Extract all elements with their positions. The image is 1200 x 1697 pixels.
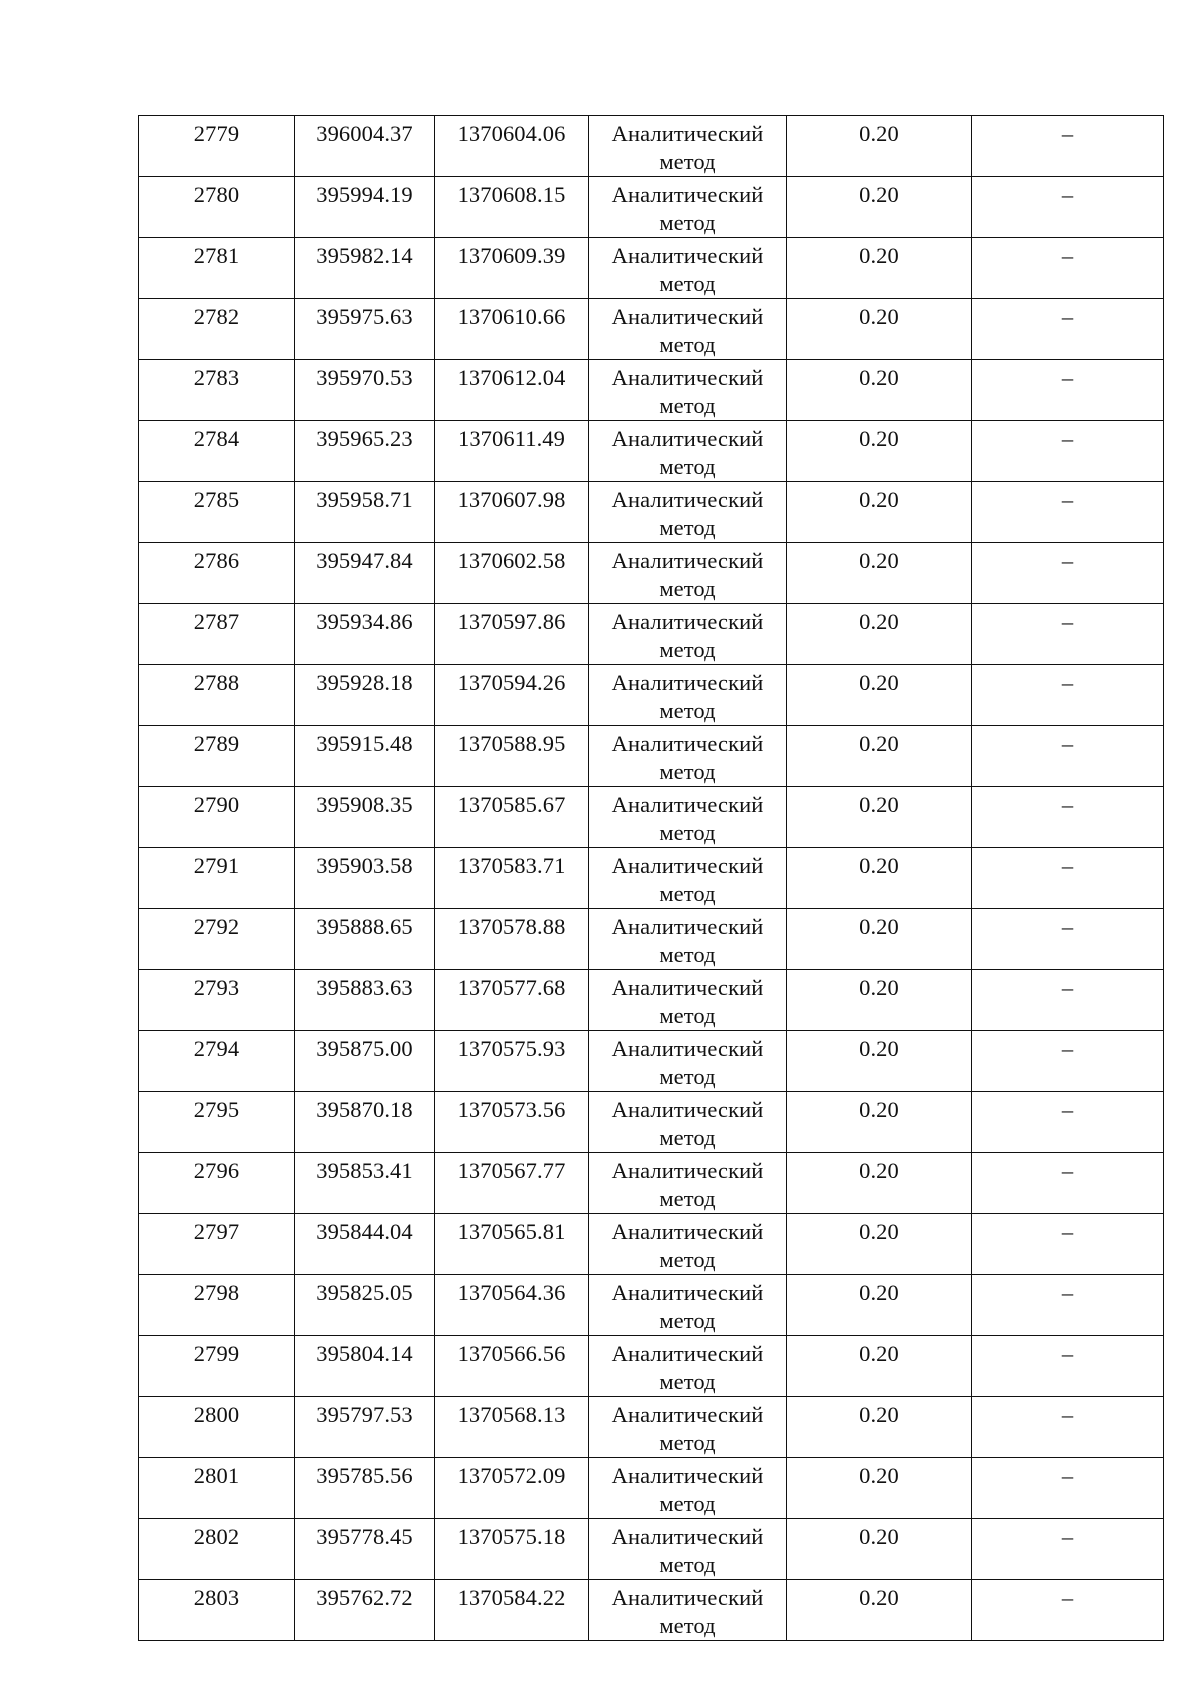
point-number-cell: 2783 [139,360,295,421]
method-line-2: метод [659,271,716,296]
method-line-1: Аналитический [611,182,764,207]
point-number-cell: 2796 [139,1153,295,1214]
method-line-1: Аналитический [611,670,764,695]
method-line-1: Аналитический [611,609,764,634]
method-line-2: метод [659,1064,716,1089]
note-cell: – [972,1458,1164,1519]
note-cell: – [972,909,1164,970]
note-cell: – [972,1214,1164,1275]
method-cell [589,665,787,726]
table-row [139,421,1164,482]
accuracy-cell: 0.20 [787,1275,972,1336]
method-line-2: метод [659,1430,716,1455]
method-cell [589,299,787,360]
method-cell [589,1153,787,1214]
note-cell: – [972,238,1164,299]
method-line-2: метод [659,210,716,235]
method-line-2: метод [659,332,716,357]
y-coordinate-cell: 1370609.39 [435,238,589,299]
table-row [139,726,1164,787]
accuracy-cell: 0.20 [787,970,972,1031]
method-cell [589,238,787,299]
x-coordinate-cell: 395958.71 [295,482,435,543]
note-cell: – [972,1397,1164,1458]
table-row [139,848,1164,909]
method-line-1: Аналитический [611,1158,764,1183]
method-line-1: Аналитический [611,1036,764,1061]
y-coordinate-cell: 1370610.66 [435,299,589,360]
method-cell [589,543,787,604]
point-number-cell: 2795 [139,1092,295,1153]
method-cell [589,909,787,970]
accuracy-cell: 0.20 [787,787,972,848]
point-number-cell: 2779 [139,116,295,177]
method-cell [589,482,787,543]
x-coordinate-cell: 395903.58 [295,848,435,909]
x-coordinate-cell: 395970.53 [295,360,435,421]
note-cell: – [972,1092,1164,1153]
method-line-2: метод [659,1552,716,1577]
x-coordinate-cell: 396004.37 [295,116,435,177]
method-line-1: Аналитический [611,1524,764,1549]
note-cell: – [972,1031,1164,1092]
point-number-cell: 2799 [139,1336,295,1397]
y-coordinate-cell: 1370611.49 [435,421,589,482]
table-row [139,1580,1164,1641]
accuracy-cell: 0.20 [787,482,972,543]
note-cell: – [972,1153,1164,1214]
method-line-1: Аналитический [611,1585,764,1610]
method-line-2: метод [659,1369,716,1394]
note-cell: – [972,604,1164,665]
method-cell [589,787,787,848]
method-cell [589,360,787,421]
y-coordinate-cell: 1370584.22 [435,1580,589,1641]
note-cell: – [972,482,1164,543]
point-number-cell: 2782 [139,299,295,360]
method-line-2: метод [659,576,716,601]
point-number-cell: 2802 [139,1519,295,1580]
method-cell [589,1214,787,1275]
method-line-2: метод [659,637,716,662]
y-coordinate-cell: 1370597.86 [435,604,589,665]
coordinates-table [138,115,1164,1641]
method-line-1: Аналитический [611,1341,764,1366]
y-coordinate-cell: 1370568.13 [435,1397,589,1458]
method-line-2: метод [659,393,716,418]
table-row [139,1275,1164,1336]
method-cell [589,1397,787,1458]
accuracy-cell: 0.20 [787,1336,972,1397]
method-line-2: метод [659,1491,716,1516]
x-coordinate-cell: 395785.56 [295,1458,435,1519]
point-number-cell: 2781 [139,238,295,299]
method-cell [589,1580,787,1641]
method-line-2: метод [659,820,716,845]
method-cell [589,1031,787,1092]
accuracy-cell: 0.20 [787,1458,972,1519]
point-number-cell: 2801 [139,1458,295,1519]
x-coordinate-cell: 395915.48 [295,726,435,787]
point-number-cell: 2786 [139,543,295,604]
y-coordinate-cell: 1370573.56 [435,1092,589,1153]
note-cell: – [972,1519,1164,1580]
y-coordinate-cell: 1370608.15 [435,177,589,238]
method-line-1: Аналитический [611,426,764,451]
point-number-cell: 2791 [139,848,295,909]
point-number-cell: 2780 [139,177,295,238]
point-number-cell: 2797 [139,1214,295,1275]
table-row [139,1092,1164,1153]
method-line-1: Аналитический [611,1219,764,1244]
point-number-cell: 2798 [139,1275,295,1336]
table-row [139,238,1164,299]
method-cell [589,1092,787,1153]
point-number-cell: 2789 [139,726,295,787]
table-row [139,1519,1164,1580]
x-coordinate-cell: 395965.23 [295,421,435,482]
note-cell: – [972,360,1164,421]
table-row [139,360,1164,421]
x-coordinate-cell: 395928.18 [295,665,435,726]
accuracy-cell: 0.20 [787,116,972,177]
point-number-cell: 2794 [139,1031,295,1092]
point-number-cell: 2785 [139,482,295,543]
note-cell: – [972,1336,1164,1397]
note-cell: – [972,970,1164,1031]
x-coordinate-cell: 395825.05 [295,1275,435,1336]
accuracy-cell: 0.20 [787,177,972,238]
method-cell [589,421,787,482]
method-line-2: метод [659,515,716,540]
table-row [139,1153,1164,1214]
method-line-2: метод [659,1613,716,1638]
note-cell: – [972,848,1164,909]
method-line-1: Аналитический [611,975,764,1000]
table-row [139,1031,1164,1092]
x-coordinate-cell: 395994.19 [295,177,435,238]
method-line-1: Аналитический [611,243,764,268]
method-line-1: Аналитический [611,1463,764,1488]
x-coordinate-cell: 395947.84 [295,543,435,604]
x-coordinate-cell: 395844.04 [295,1214,435,1275]
method-cell [589,116,787,177]
y-coordinate-cell: 1370564.36 [435,1275,589,1336]
method-cell [589,1275,787,1336]
note-cell: – [972,787,1164,848]
table-row [139,543,1164,604]
method-cell [589,1336,787,1397]
point-number-cell: 2800 [139,1397,295,1458]
point-number-cell: 2803 [139,1580,295,1641]
accuracy-cell: 0.20 [787,1397,972,1458]
accuracy-cell: 0.20 [787,1580,972,1641]
x-coordinate-cell: 395762.72 [295,1580,435,1641]
x-coordinate-cell: 395875.00 [295,1031,435,1092]
y-coordinate-cell: 1370602.58 [435,543,589,604]
y-coordinate-cell: 1370604.06 [435,116,589,177]
y-coordinate-cell: 1370566.56 [435,1336,589,1397]
x-coordinate-cell: 395804.14 [295,1336,435,1397]
method-line-1: Аналитический [611,853,764,878]
method-line-2: метод [659,698,716,723]
table-body [139,116,1164,1641]
table-row [139,1397,1164,1458]
table-row [139,1336,1164,1397]
method-line-1: Аналитический [611,1280,764,1305]
y-coordinate-cell: 1370607.98 [435,482,589,543]
method-cell [589,1458,787,1519]
x-coordinate-cell: 395778.45 [295,1519,435,1580]
x-coordinate-cell: 395975.63 [295,299,435,360]
table-row [139,116,1164,177]
method-cell [589,177,787,238]
y-coordinate-cell: 1370585.67 [435,787,589,848]
accuracy-cell: 0.20 [787,665,972,726]
table-row [139,1214,1164,1275]
table-row [139,482,1164,543]
accuracy-cell: 0.20 [787,1031,972,1092]
method-line-1: Аналитический [611,487,764,512]
method-line-2: метод [659,1186,716,1211]
table-row [139,665,1164,726]
method-line-1: Аналитический [611,792,764,817]
table-row [139,787,1164,848]
x-coordinate-cell: 395870.18 [295,1092,435,1153]
y-coordinate-cell: 1370567.77 [435,1153,589,1214]
method-line-2: метод [659,881,716,906]
note-cell: – [972,299,1164,360]
method-line-1: Аналитический [611,304,764,329]
table-row [139,970,1164,1031]
y-coordinate-cell: 1370565.81 [435,1214,589,1275]
table-row [139,909,1164,970]
accuracy-cell: 0.20 [787,848,972,909]
y-coordinate-cell: 1370588.95 [435,726,589,787]
method-line-2: метод [659,454,716,479]
accuracy-cell: 0.20 [787,543,972,604]
method-line-1: Аналитический [611,365,764,390]
note-cell: – [972,421,1164,482]
table-row [139,177,1164,238]
y-coordinate-cell: 1370594.26 [435,665,589,726]
method-line-2: метод [659,149,716,174]
y-coordinate-cell: 1370577.68 [435,970,589,1031]
table-row [139,604,1164,665]
method-line-2: метод [659,1308,716,1333]
y-coordinate-cell: 1370575.93 [435,1031,589,1092]
x-coordinate-cell: 395797.53 [295,1397,435,1458]
note-cell: – [972,1580,1164,1641]
y-coordinate-cell: 1370583.71 [435,848,589,909]
x-coordinate-cell: 395908.35 [295,787,435,848]
x-coordinate-cell: 395888.65 [295,909,435,970]
method-line-1: Аналитический [611,548,764,573]
method-line-1: Аналитический [611,731,764,756]
accuracy-cell: 0.20 [787,1214,972,1275]
point-number-cell: 2788 [139,665,295,726]
note-cell: – [972,1275,1164,1336]
y-coordinate-cell: 1370578.88 [435,909,589,970]
method-cell [589,1519,787,1580]
x-coordinate-cell: 395982.14 [295,238,435,299]
accuracy-cell: 0.20 [787,726,972,787]
method-line-2: метод [659,759,716,784]
accuracy-cell: 0.20 [787,1092,972,1153]
accuracy-cell: 0.20 [787,421,972,482]
accuracy-cell: 0.20 [787,604,972,665]
note-cell: – [972,726,1164,787]
method-cell [589,604,787,665]
method-line-2: метод [659,1247,716,1272]
table-row [139,1458,1164,1519]
accuracy-cell: 0.20 [787,1153,972,1214]
method-line-2: метод [659,1003,716,1028]
point-number-cell: 2784 [139,421,295,482]
note-cell: – [972,116,1164,177]
accuracy-cell: 0.20 [787,360,972,421]
table-row [139,299,1164,360]
method-cell [589,726,787,787]
note-cell: – [972,543,1164,604]
point-number-cell: 2793 [139,970,295,1031]
x-coordinate-cell: 395883.63 [295,970,435,1031]
method-cell [589,970,787,1031]
method-line-2: метод [659,942,716,967]
accuracy-cell: 0.20 [787,909,972,970]
method-line-1: Аналитический [611,914,764,939]
y-coordinate-cell: 1370612.04 [435,360,589,421]
method-line-2: метод [659,1125,716,1150]
x-coordinate-cell: 395853.41 [295,1153,435,1214]
method-line-1: Аналитический [611,1402,764,1427]
point-number-cell: 2787 [139,604,295,665]
note-cell: – [972,177,1164,238]
accuracy-cell: 0.20 [787,299,972,360]
accuracy-cell: 0.20 [787,1519,972,1580]
note-cell: – [972,665,1164,726]
point-number-cell: 2792 [139,909,295,970]
method-cell [589,848,787,909]
method-line-1: Аналитический [611,121,764,146]
method-line-1: Аналитический [611,1097,764,1122]
point-number-cell: 2790 [139,787,295,848]
x-coordinate-cell: 395934.86 [295,604,435,665]
accuracy-cell: 0.20 [787,238,972,299]
y-coordinate-cell: 1370572.09 [435,1458,589,1519]
y-coordinate-cell: 1370575.18 [435,1519,589,1580]
